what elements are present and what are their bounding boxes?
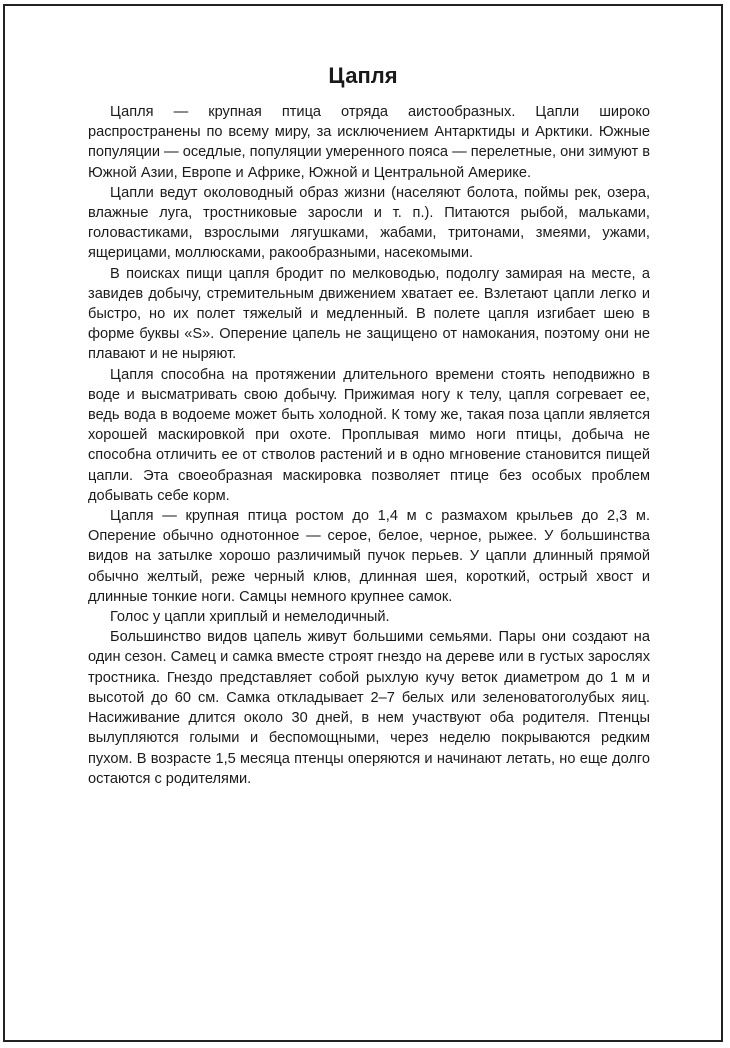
paragraph-6: Голос у цапли хриплый и немелодичный.	[110, 609, 390, 626]
paragraph-7: Большинство видов цапель живут большими семьями. Пары они создают на один сезон. Самец и самка вместе строят гнездо на дереве или в густых зарослях тростника. Гнездо представляет собой рыхлую кучу веток диаметром до 1 м и высотой до 60 см. Самка откладывает 2–7 белых или зеленоватоголубых яиц. Насиживание длится около 30 дней, в нем участвуют оба родителя. Птенцы вылупляются голыми и беспомощными, через неделю покрываются редким пухом. В возрасте 1,5 месяца птенцы оперяются и начинают летать, но еще долго остаются с родителями.	[88, 629, 650, 787]
article-body	[88, 102, 650, 789]
paragraph-3: В поисках пищи цапля бродит по мелководью, подолгу замирая на месте, а завидев добычу, стремительным движением хватает ее. Взлетают цапли легко и быстро, но их полет тяжелый и медленный. В полете цапля изгибает шею в форме буквы «S». Оперение цапель не защищено от намокания, поэтому они не плавают и не ныряют.	[88, 265, 650, 363]
page-title: Цапля	[328, 63, 398, 88]
paragraph-1: Цапля — крупная птица отряда аистообразных. Цапли широко распространены по всему миру, за исключением Антарктиды и Арктики. Южные популяции — оседлые, популяции умеренного пояса — перелетные, они зимуют в Южной Азии, Европе и Африке, Южной и Центральной Америке.	[88, 104, 650, 181]
paragraph-5: Цапля — крупная птица ростом до 1,4 м с размахом крыльев до 2,3 м. Оперение обычно однотонное — серое, белое, черное, рыжее. У большинства видов на затылке хорошо различимый пучок перьев. У цапли длинный прямой обычно желтый, реже черный клюв, длинная шея, короткий, острый хвост и длинные тонкие ноги. Самцы немного крупнее самок.	[88, 508, 650, 605]
paragraph-4: Цапля способна на протяжении длительного времени стоять неподвижно в воде и высматривать свою добычу. Прижимая ногу к телу, цапля согревает ее, ведь вода в водоеме может быть холодной. К тому же, такая поза цапли является хорошей маскировкой при охоте. Проплывая мимо ноги птицы, добыча не способна отличить ее от стволов растений и в одно мгновение становится пищей цапли. Эта своеобразная маскировка позволяет птице без особых проблем добывать себе корм.	[88, 366, 650, 504]
page-frame	[3, 4, 723, 1042]
paragraph-2: Цапли ведут околоводный образ жизни (населяют болота, поймы рек, озера, влажные луга, тростниковые заросли и т. п.). Питаются рыбой, мальками, головастиками, взрослыми лягушками, жабами, тритонами, змеями, ужами, ящерицами, моллюсками, ракообразными, насекомыми.	[88, 184, 650, 262]
